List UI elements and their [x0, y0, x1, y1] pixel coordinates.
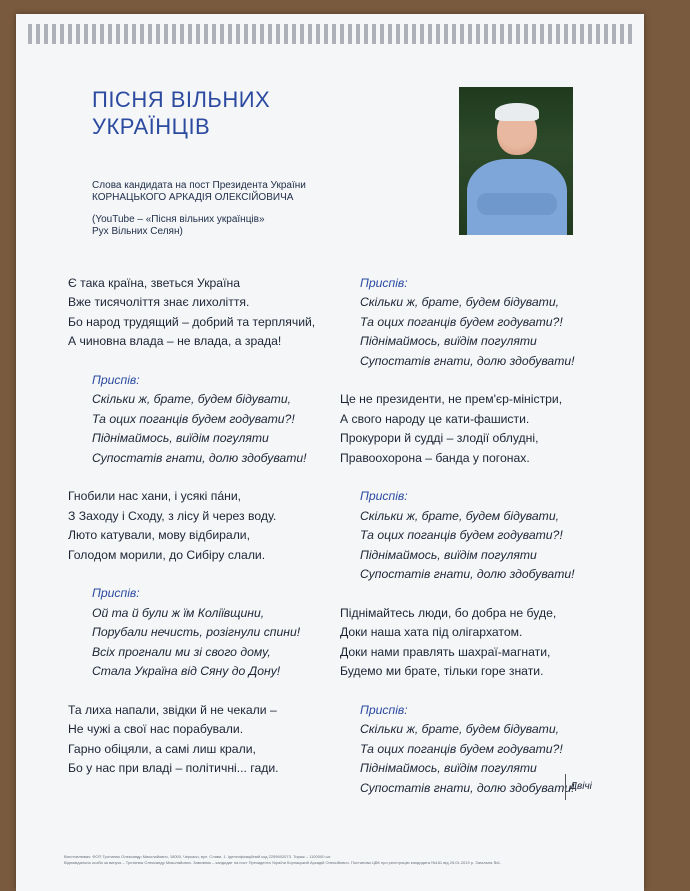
lyric-line: Гарно обіцяли, а самі лиш крали,	[68, 741, 256, 756]
refrain-line: Піднімаймось, виїдім погуляти	[360, 334, 537, 349]
refrain-line: Всіх прогнали ми зі свого дому,	[92, 644, 271, 659]
refrain	[340, 487, 575, 584]
refrain-line: Стала Україна від Сяну до Дону!	[92, 664, 281, 679]
refrain-line: Супостатів гнати, долю здобувати!	[360, 353, 575, 368]
lyric-line: Люто катували, мову відбирали,	[68, 528, 250, 543]
lyrics-right-column	[340, 274, 575, 798]
verse	[68, 274, 315, 352]
imprint-line: Відповідальна особа за випуск – Тротинюк Олександр Миколайович. Замовник – кандидат на пост Президента України Корнацький Аркадій Олексійович. Постанова ЦВК про реєстрацію кандидата №161 від 25.01.2019 р. Загальна №1.	[64, 860, 502, 865]
refrain-line: Піднімаймось, виїдім погуляти	[360, 761, 537, 776]
refrain-line: Супостатів гнати, долю здобувати!	[92, 450, 307, 465]
lyric-line: Правоохорона – банда у погонах.	[340, 450, 530, 465]
refrain	[340, 274, 575, 371]
refrain-line: Ой та й були ж їм Коліївщини,	[92, 605, 265, 620]
refrain-line: Піднімаймось, виїдім погуляти	[360, 547, 537, 562]
intro-line: Слова кандидата на пост Президента України	[92, 180, 306, 191]
verse	[340, 390, 575, 468]
intro-block	[92, 180, 392, 238]
imprint-footer	[64, 854, 624, 866]
refrain-alt	[68, 584, 315, 681]
candidate-name: КОРНАЦЬКОГО АРКАДІЯ ОЛЕКСІЙОВИЧА	[92, 192, 294, 203]
lyrics-left-column	[68, 274, 315, 779]
lyric-line: Та лиха напали, звідки й не чекали –	[68, 702, 277, 717]
refrain-line: Супостатів гнати, долю здобувати!	[360, 780, 575, 795]
refrain	[68, 371, 315, 468]
refrain-line: Супостатів гнати, долю здобувати!	[360, 567, 575, 582]
refrain-label: Приспів:	[360, 702, 408, 717]
imprint-line: Виготовлювач: ФОП Тротинюк Олександр Миколайович, 18000, Черкаси, вул. Слави, 1. Ідентифікаційний код 2259602073. Тираж – 1100000 шт.	[64, 854, 332, 859]
lyric-line: Будемо ми брате, тільки горе знати.	[340, 664, 544, 679]
refrain-line: Скільки ж, брате, будем бідувати,	[360, 295, 559, 310]
lyric-line: Не чужі а свої нас порабували.	[68, 722, 244, 737]
lyric-line: З Заходу і Сходу, з лісу й через воду.	[68, 508, 277, 523]
refrain-label: Приспів:	[360, 276, 408, 290]
refrain-line: Та оцих поганців будем годувати?!	[360, 528, 563, 543]
repeat-twice-note: Двічі	[565, 774, 592, 800]
verse	[68, 701, 315, 779]
song-title: ПІСНЯ ВІЛЬНИХ УКРАЇНЦІВ	[92, 87, 271, 139]
verse	[68, 487, 315, 565]
lyric-line: Доки наша хата під олігархатом.	[340, 625, 523, 640]
intro-movement: Рух Вільних Селян)	[92, 226, 183, 237]
lyric-line: Бо у нас при владі – політичні... гади.	[68, 761, 279, 776]
ornament-border	[28, 24, 632, 44]
lyric-line: Є така країна, зветься Україна	[68, 276, 240, 290]
lyric-line: А чиновна влада – не влада, а зрада!	[68, 334, 282, 349]
refrain-line: Та оцих поганців будем годувати?!	[360, 741, 563, 756]
refrain	[340, 701, 575, 798]
lyric-line: Гнобили нас хани, і усякі пáни,	[68, 489, 242, 504]
intro-source: (YouTube – «Пісня вільних українців»	[92, 214, 265, 225]
lyric-line: Доки нами правлять шахраї-магнати,	[340, 644, 551, 659]
refrain-line: Піднімаймось, виїдім погуляти	[92, 431, 269, 446]
refrain-label: Приспів:	[360, 489, 408, 504]
lyric-line: Вже тисячоліття знає лихоліття.	[68, 295, 250, 310]
refrain-line: Скільки ж, брате, будем бідувати,	[360, 722, 559, 737]
candidate-photo	[459, 87, 573, 235]
refrain-line: Та оцих поганців будем годувати?!	[360, 314, 563, 329]
refrain-line: Порубали нечисть, розігнули спини!	[92, 625, 301, 640]
refrain-label: Приспів:	[92, 373, 140, 388]
refrain-line: Скільки ж, брате, будем бідувати,	[92, 392, 291, 407]
lyric-line: Це не президенти, не прем'єр-міністри,	[340, 392, 563, 407]
lyric-line: Голодом морили, до Сибіру слали.	[68, 547, 266, 562]
refrain-line: Та оцих поганців будем годувати?!	[92, 411, 295, 426]
refrain-label: Приспів:	[92, 586, 140, 601]
lyric-line: Бо народ трудящий – добрий та терплячий,	[68, 314, 316, 329]
verse	[340, 604, 575, 682]
lyric-line: Піднімайтесь люди, бо добра не буде,	[340, 605, 557, 620]
refrain-line: Скільки ж, брате, будем бідувати,	[360, 508, 559, 523]
leaflet-sheet	[16, 14, 644, 891]
lyric-line: Прокурори й судді – злодії облудні,	[340, 431, 539, 446]
lyric-line: А свого народу це кати-фашисти.	[340, 411, 530, 426]
